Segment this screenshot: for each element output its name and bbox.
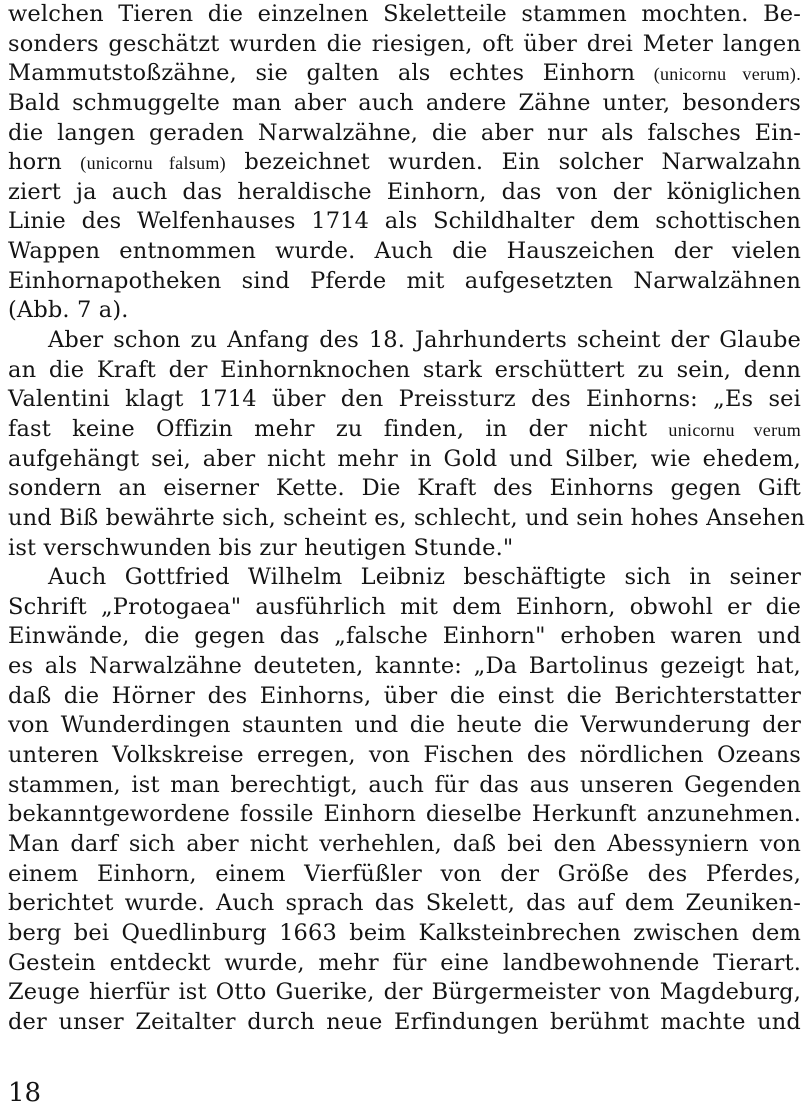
text-line: die langen geraden Narwalzähne, die aber nur als falsches Ein-	[8, 119, 801, 146]
text-line: welchen Tieren die einzelnen Skeletteile stammen mochten. Be-	[8, 1, 801, 27]
text-line: stammen, ist man berechtigt, auch für das aus unseren Gegenden	[8, 771, 801, 798]
text-line: sondern an eiserner Kette. Die Kraft des Einhorns gegen Gift	[8, 475, 801, 502]
text-line: Gestein entdeckt wurde, mehr für eine landbewohnende Tierart.	[8, 949, 801, 976]
text-line: ist verschwunden bis zur heutigen Stunde."	[8, 534, 514, 561]
text-line: und Biß bewährte sich, scheint es, schlecht, und sein hohes Ansehen	[8, 504, 806, 531]
body-text	[8, 0, 806, 1037]
text-line: Mammutstoßzähne, sie galten als echtes Einhorn (unicornu verum).	[8, 60, 801, 87]
latin-term: unicornu verum	[668, 419, 801, 440]
text-line: sonders geschätzt wurden die riesigen, oft über drei Meter langen	[8, 30, 801, 57]
text-line: Linie des Welfenhauses 1714 als Schildhalter dem schottischen	[8, 208, 801, 235]
latin-term: (unicornu falsum)	[80, 153, 226, 174]
text-line: unteren Volkskreise erregen, von Fischen des nördlichen Ozeans	[8, 742, 801, 769]
text-line: Valentini klagt 1714 über den Preissturz des Einhorns: „Es sei	[8, 386, 801, 413]
page-number: 18	[8, 1078, 42, 1108]
text-line: aufgehängt sei, aber nicht mehr in Gold und Silber, wie ehedem,	[8, 445, 801, 472]
text-line: daß die Hörner des Einhorns, über die einst die Berichterstatter	[8, 682, 801, 709]
text-line: Wappen entnommen wurde. Auch die Hauszeichen der vielen	[8, 238, 801, 265]
text-line: (Abb. 7 a).	[8, 297, 129, 324]
text-line: berg bei Quedlinburg 1663 beim Kalksteinbrechen zwischen dem	[8, 919, 801, 946]
text-line: Zeuge hierfür ist Otto Guerike, der Bürgermeister von Magdeburg,	[8, 979, 801, 1006]
text-line: Auch Gottfried Wilhelm Leibniz beschäftigte sich in seiner	[48, 564, 801, 591]
text-line: einem Einhorn, einem Vierfüßler von der Größe des Pferdes,	[8, 860, 801, 887]
text-line: Schrift „Protogaea" ausführlich mit dem Einhorn, obwohl er die	[8, 593, 801, 620]
text-line: Einwände, die gegen das „falsche Einhorn" erhoben waren und	[8, 623, 801, 650]
text-line: bekanntgewordene fossile Einhorn dieselbe Herkunft anzunehmen.	[8, 801, 801, 828]
text-line: der unser Zeitalter durch neue Erfindungen berühmt machte und	[8, 1008, 801, 1035]
text-line: es als Narwalzähne deuteten, kannte: „Da Bartolinus gezeigt hat,	[8, 653, 801, 680]
latin-term: (unicornu verum).	[653, 64, 801, 85]
text-line: horn (unicornu falsum) bezeichnet wurden. Ein solcher Narwalzahn	[8, 149, 801, 176]
text-line: ziert ja auch das heraldische Einhorn, das von der königlichen	[8, 178, 801, 205]
text-line: an die Kraft der Einhornknochen stark erschüttert zu sein, denn	[8, 356, 801, 383]
text-line: Einhornapotheken sind Pferde mit aufgesetzten Narwalzähnen	[8, 267, 801, 294]
text-line: Man darf sich aber nicht verhehlen, daß bei den Abessyniern von	[8, 830, 801, 857]
text-line: fast keine Offizin mehr zu finden, in der nicht unicornu verum	[8, 415, 801, 442]
text-line: berichtet wurde. Auch sprach das Skelett, das auf dem Zeuniken-	[8, 890, 801, 917]
text-line: Aber schon zu Anfang des 18. Jahrhunderts scheint der Glaube	[48, 327, 801, 354]
text-line: Bald schmuggelte man aber auch andere Zähne unter, besonders	[8, 89, 801, 116]
text-line: von Wunderdingen staunten und die heute die Verwunderung der	[8, 712, 801, 739]
